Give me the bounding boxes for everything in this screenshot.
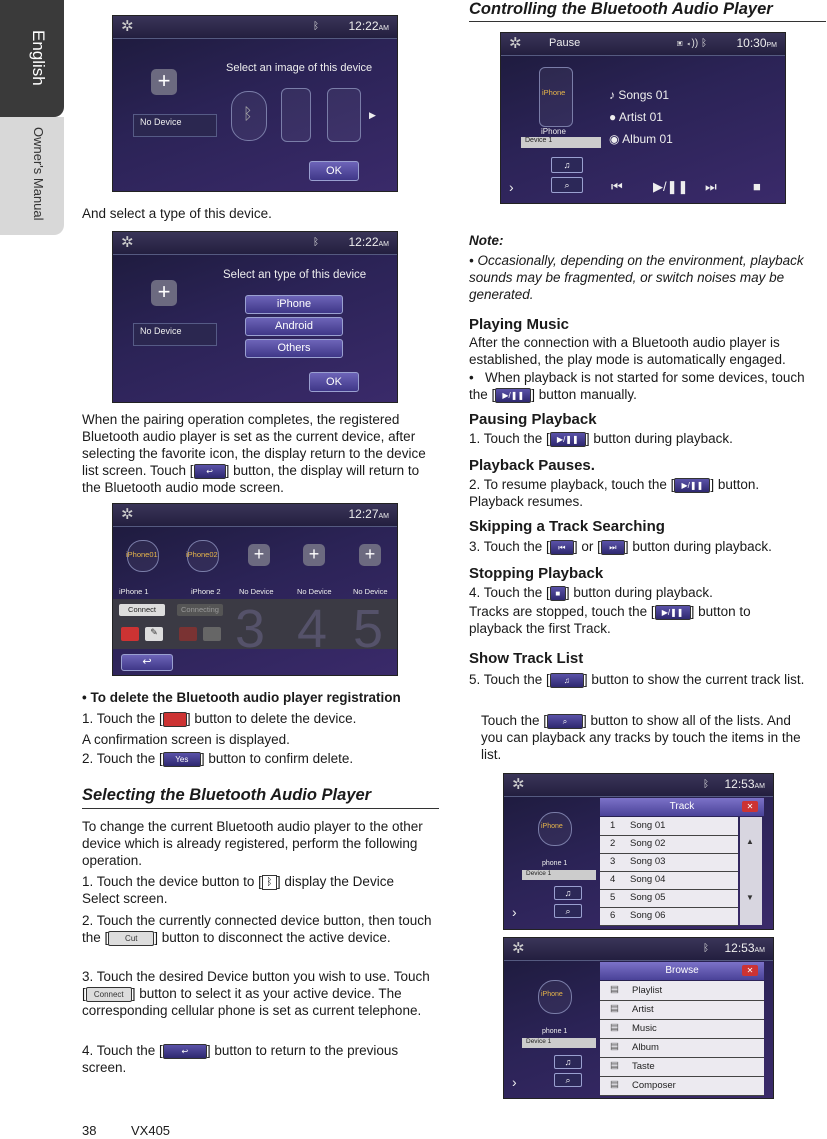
browse-row[interactable] (600, 1000, 764, 1020)
divider (469, 21, 826, 22)
clock: 12:22AM (348, 19, 389, 33)
clock: 12:27AM (348, 507, 389, 521)
track-list-heading: Show Track List (469, 650, 584, 667)
browse-row[interactable] (600, 1057, 764, 1077)
album-line: ◉ Album 01 (609, 132, 673, 146)
wrench-icon[interactable] (203, 627, 221, 641)
track-number: 3 (610, 856, 616, 867)
play-pause-icon: ▶/❚❚ (655, 605, 691, 620)
gear-icon: ✲ (121, 18, 134, 35)
prev-icon[interactable]: ⏮ (611, 179, 623, 194)
category-icon: ▤ (610, 1022, 619, 1033)
scroll-up-icon[interactable]: ▲ (746, 837, 754, 846)
browse-list (600, 981, 764, 1095)
pausing-heading: Pausing Playback (469, 411, 597, 428)
chevron-right-icon[interactable]: › (509, 179, 514, 195)
status-icons: ▣ ◂)) ᛒ (676, 38, 707, 49)
connect-button[interactable]: Connect (119, 604, 165, 616)
browse-label: Music (632, 1023, 657, 1034)
category-icon: ▤ (610, 1041, 619, 1052)
music-list-icon[interactable]: ♫ (554, 1055, 582, 1069)
browse-row[interactable] (600, 1019, 764, 1039)
gear-icon: ✲ (121, 506, 134, 523)
track-number: 1 (610, 820, 616, 831)
track-row[interactable] (600, 835, 738, 854)
gear-icon: ✲ (121, 234, 134, 251)
track-row[interactable] (600, 853, 738, 872)
track-title: Song 05 (630, 892, 666, 903)
phone-label: phone 1 (542, 860, 568, 867)
arrow-right-icon[interactable]: ▶ (369, 110, 376, 120)
next-icon: ⏭ (601, 540, 625, 555)
cut-icon: Cut (108, 931, 154, 946)
add-device-icon[interactable]: + (151, 280, 177, 306)
delete-icon[interactable] (121, 627, 139, 641)
selecting-intro: To change the current Bluetooth audio player to the other device which is already registered, perform the following operation. (82, 819, 423, 868)
wrench-icon[interactable]: ✎ (145, 627, 163, 641)
track-row[interactable] (600, 817, 738, 836)
browse-label: Artist (632, 1004, 654, 1015)
browse-list-title: Browse ✕ (600, 962, 764, 980)
play-pause-icon: ▶/❚❚ (674, 478, 710, 493)
bluetooth-icon: ᛒ (703, 943, 709, 954)
track-title: Song 04 (630, 874, 666, 885)
back-icon: ↩ (163, 1044, 207, 1059)
track-row[interactable] (600, 871, 738, 890)
search-list-icon: ⌕ (547, 714, 583, 729)
gear-icon: ✲ (509, 35, 522, 52)
pairing-paragraph: When the pairing operation completes, the registered Bluetooth audio player is set as the current device, after selecting the favorite icon, the display return to the device list screen. Touch [ ↩ ] button, the display will return to the Bluetooth audio mode screen. (82, 412, 426, 495)
bluetooth-device-image[interactable]: ᛒ (231, 91, 267, 141)
music-list-icon[interactable]: ♫ (554, 886, 582, 900)
connecting-button[interactable]: Connecting (177, 604, 223, 616)
category-icon: ▤ (610, 984, 619, 995)
stopping-heading: Stopping Playback (469, 565, 604, 582)
play-pause-icon[interactable]: ▶/❚❚ (653, 179, 689, 194)
phone-image-1[interactable] (281, 88, 311, 142)
add-device-icon[interactable]: + (359, 544, 381, 566)
device-line: Device 1 (521, 137, 601, 148)
screenshot-device-list (112, 503, 398, 676)
browse-label: Taste (632, 1061, 655, 1072)
phone-image[interactable]: iPhone (538, 980, 572, 1014)
device-label-5[interactable]: No Device (353, 587, 388, 596)
clock: 12:53AM (724, 777, 765, 791)
status-bar (501, 33, 785, 56)
track-number: 6 (610, 910, 616, 921)
bluetooth-icon: ᛒ (262, 875, 277, 890)
selecting-step-1: 1. Touch the device button to [ ᛒ ] display the Device Select screen. (82, 874, 394, 906)
playback-pauses-heading: Playback Pauses. (469, 457, 595, 474)
chevron-right-icon[interactable]: › (512, 1074, 517, 1090)
track-title: Song 06 (630, 910, 666, 921)
clock: 12:22AM (348, 235, 389, 249)
phone-label: iPhone (541, 127, 566, 136)
track-number: 2 (610, 838, 616, 849)
clock: 10:30PM (736, 36, 777, 50)
prev-icon: ⏮ (550, 540, 574, 555)
page-number: 38 (82, 1123, 97, 1138)
note-heading: Note: (469, 233, 504, 248)
category-icon: ▤ (610, 1003, 619, 1014)
chevron-right-icon[interactable]: › (512, 904, 517, 920)
status-bar (113, 232, 397, 255)
scrollbar[interactable] (740, 817, 762, 925)
selecting-step-3: 3. Touch the desired Device button you wish to use. Touch [ Connect ] button to select it as your active device. The corresponding cellular phone is set as current telephone. (82, 969, 430, 1018)
add-device-icon[interactable]: + (248, 544, 270, 566)
ok-button[interactable]: OK (309, 372, 359, 392)
yes-icon: Yes (163, 752, 201, 767)
device-label-2[interactable]: iPhone 2 (191, 587, 221, 596)
track-list (600, 817, 738, 925)
phone1-image[interactable]: iPhone01 (127, 540, 159, 572)
track-title: Song 03 (630, 856, 666, 867)
selecting-step-2: 2. Touch the currently connected device button, then touch the [ Cut ] button to disconnect the active device. (82, 913, 432, 945)
gear-icon: ✲ (512, 940, 525, 957)
browse-list-step: Touch the [ ⌕ ] button to show all of the lists. And you can playback any tracks by touch the items in the list. (481, 713, 801, 762)
browse-row[interactable] (600, 1076, 764, 1096)
track-row[interactable] (600, 889, 738, 908)
bluetooth-icon: ᛒ (313, 237, 319, 248)
screenshot-player (500, 32, 786, 204)
clock: 12:53AM (724, 941, 765, 955)
tab-english[interactable] (0, 0, 64, 117)
search-list-icon[interactable]: ⌕ (551, 177, 583, 193)
phone-image-2[interactable] (327, 88, 361, 142)
slot-number-3: 3 (235, 599, 266, 659)
back-button[interactable]: ↩ (121, 654, 173, 671)
track-title: Song 01 (630, 820, 666, 831)
search-list-icon[interactable]: ⌕ (554, 1073, 582, 1087)
scroll-down-icon[interactable]: ▼ (746, 893, 754, 902)
tab-manual-label: Owner's Manual (31, 127, 46, 221)
play-pause-icon: ▶/❚❚ (550, 432, 586, 447)
music-list-icon[interactable]: ♫ (551, 157, 583, 173)
delete-step-2: 2. Touch the [ Yes ] button to confirm delete. (82, 751, 354, 766)
stop-icon[interactable]: ■ (753, 179, 761, 194)
stopping-text: Tracks are stopped, touch the [ ▶/❚❚ ] button to playback the first Track. (469, 604, 751, 636)
delete-heading: • To delete the Bluetooth audio player registration (82, 690, 401, 705)
option-others[interactable]: Others (245, 339, 343, 358)
delete-icon[interactable] (179, 627, 197, 641)
stopping-step: 4. Touch the [ ■ ] button during playback. (469, 585, 713, 600)
category-icon: ▤ (610, 1079, 619, 1090)
model-name: VX405 (131, 1123, 171, 1138)
browse-label: Composer (632, 1080, 676, 1091)
close-icon[interactable]: ✕ (742, 965, 758, 976)
playing-music-bullet: • When playback is not started for some devices, touch the [ ▶/❚❚ ] button manually. (469, 370, 805, 402)
track-list-title: Track ✕ (600, 798, 764, 816)
browse-label: Playlist (632, 985, 663, 996)
section-title-controlling: Controlling the Bluetooth Audio Player (469, 0, 773, 18)
skipping-heading: Skipping a Track Searching (469, 518, 665, 535)
slot-number-5: 5 (353, 599, 384, 659)
select-image-heading: Select an image of this device (226, 62, 373, 74)
pause-status: Pause (549, 37, 581, 49)
ok-button[interactable]: OK (309, 161, 359, 181)
track-row[interactable] (600, 907, 738, 926)
option-android[interactable]: Android (245, 317, 343, 336)
track-number: 5 (610, 892, 616, 903)
next-icon[interactable]: ⏭ (705, 179, 717, 194)
track-title: Song 02 (630, 838, 666, 849)
selecting-step-4: 4. Touch the [ ↩ ] button to return to the previous screen. (82, 1043, 399, 1075)
phone-image[interactable]: iPhone (538, 812, 572, 846)
status-bar (113, 504, 397, 527)
play-pause-icon: ▶/❚❚ (495, 388, 531, 403)
device-button[interactable]: No Device (133, 114, 217, 137)
browse-label: Album (632, 1042, 659, 1053)
slot-number-4: 4 (297, 599, 328, 659)
back-icon: ↩ (194, 464, 226, 479)
bluetooth-icon: ᛒ (703, 779, 709, 790)
option-iphone[interactable]: iPhone (245, 295, 343, 314)
status-bar (504, 938, 773, 961)
select-type-heading: Select an type of this device (223, 269, 367, 281)
artist-line: ● Artist 01 (609, 110, 663, 124)
section-title-selecting: Selecting the Bluetooth Audio Player (82, 786, 372, 804)
browse-row[interactable] (600, 1038, 764, 1058)
tab-owners-manual[interactable] (0, 117, 64, 235)
delete-icon (163, 712, 187, 727)
search-list-icon[interactable]: ⌕ (554, 904, 582, 918)
device-label-3[interactable]: No Device (239, 587, 274, 596)
device-line: Device 1 (522, 870, 596, 880)
add-device-icon[interactable]: + (151, 69, 177, 95)
screenshot-track-list (503, 773, 774, 930)
divider (82, 808, 439, 809)
track-list-step: 5. Touch the [ ♫ ] button to show the current track list. (469, 672, 805, 687)
device-label-1[interactable]: iPhone 1 (119, 587, 149, 596)
song-line: ♪ Songs 01 (609, 88, 670, 102)
phone2-image[interactable]: iPhone02 (187, 540, 219, 572)
caption-select-type: And select a type of this device. (82, 206, 272, 221)
device-button[interactable]: No Device (133, 323, 217, 346)
note-text: • Occasionally, depending on the environment, playback sounds may be fragmented, or switch noises may be generated. (469, 253, 804, 302)
category-icon: ▤ (610, 1060, 619, 1071)
music-list-icon: ♫ (550, 673, 584, 688)
screenshot-browse-list (503, 937, 774, 1099)
phone-image[interactable]: iPhone (539, 67, 573, 127)
add-device-icon[interactable]: + (303, 544, 325, 566)
skipping-step: 3. Touch the [ ⏮ ] or [ ⏭ ] button during playback. (469, 539, 772, 554)
delete-confirm-text: A confirmation screen is displayed. (82, 732, 290, 747)
gear-icon: ✲ (512, 776, 525, 793)
screenshot-select-type (112, 231, 398, 403)
phone-label: phone 1 (542, 1028, 568, 1035)
playing-music-heading: Playing Music (469, 316, 570, 333)
device-label-4[interactable]: No Device (297, 587, 332, 596)
tab-english-label: English (29, 30, 48, 86)
device-line: Device 1 (522, 1038, 596, 1048)
track-number: 4 (610, 874, 616, 885)
playing-music-text: After the connection with a Bluetooth audio player is established, the play mode is automatically engaged. (469, 335, 786, 367)
status-bar (504, 774, 773, 797)
connect-icon: Connect (86, 987, 132, 1002)
screenshot-select-image (112, 15, 398, 192)
playback-pauses-step: 2. To resume playback, touch the [ ▶/❚❚ ] button. Playback resumes. (469, 477, 760, 509)
bluetooth-icon: ᛒ (313, 21, 319, 32)
close-icon[interactable]: ✕ (742, 801, 758, 812)
pausing-step: 1. Touch the [ ▶/❚❚ ] button during playback. (469, 431, 733, 446)
status-bar (113, 16, 397, 39)
browse-row[interactable] (600, 981, 764, 1001)
delete-step-1: 1. Touch the [ ] button to delete the device. (82, 711, 357, 726)
stop-icon: ■ (550, 586, 566, 601)
